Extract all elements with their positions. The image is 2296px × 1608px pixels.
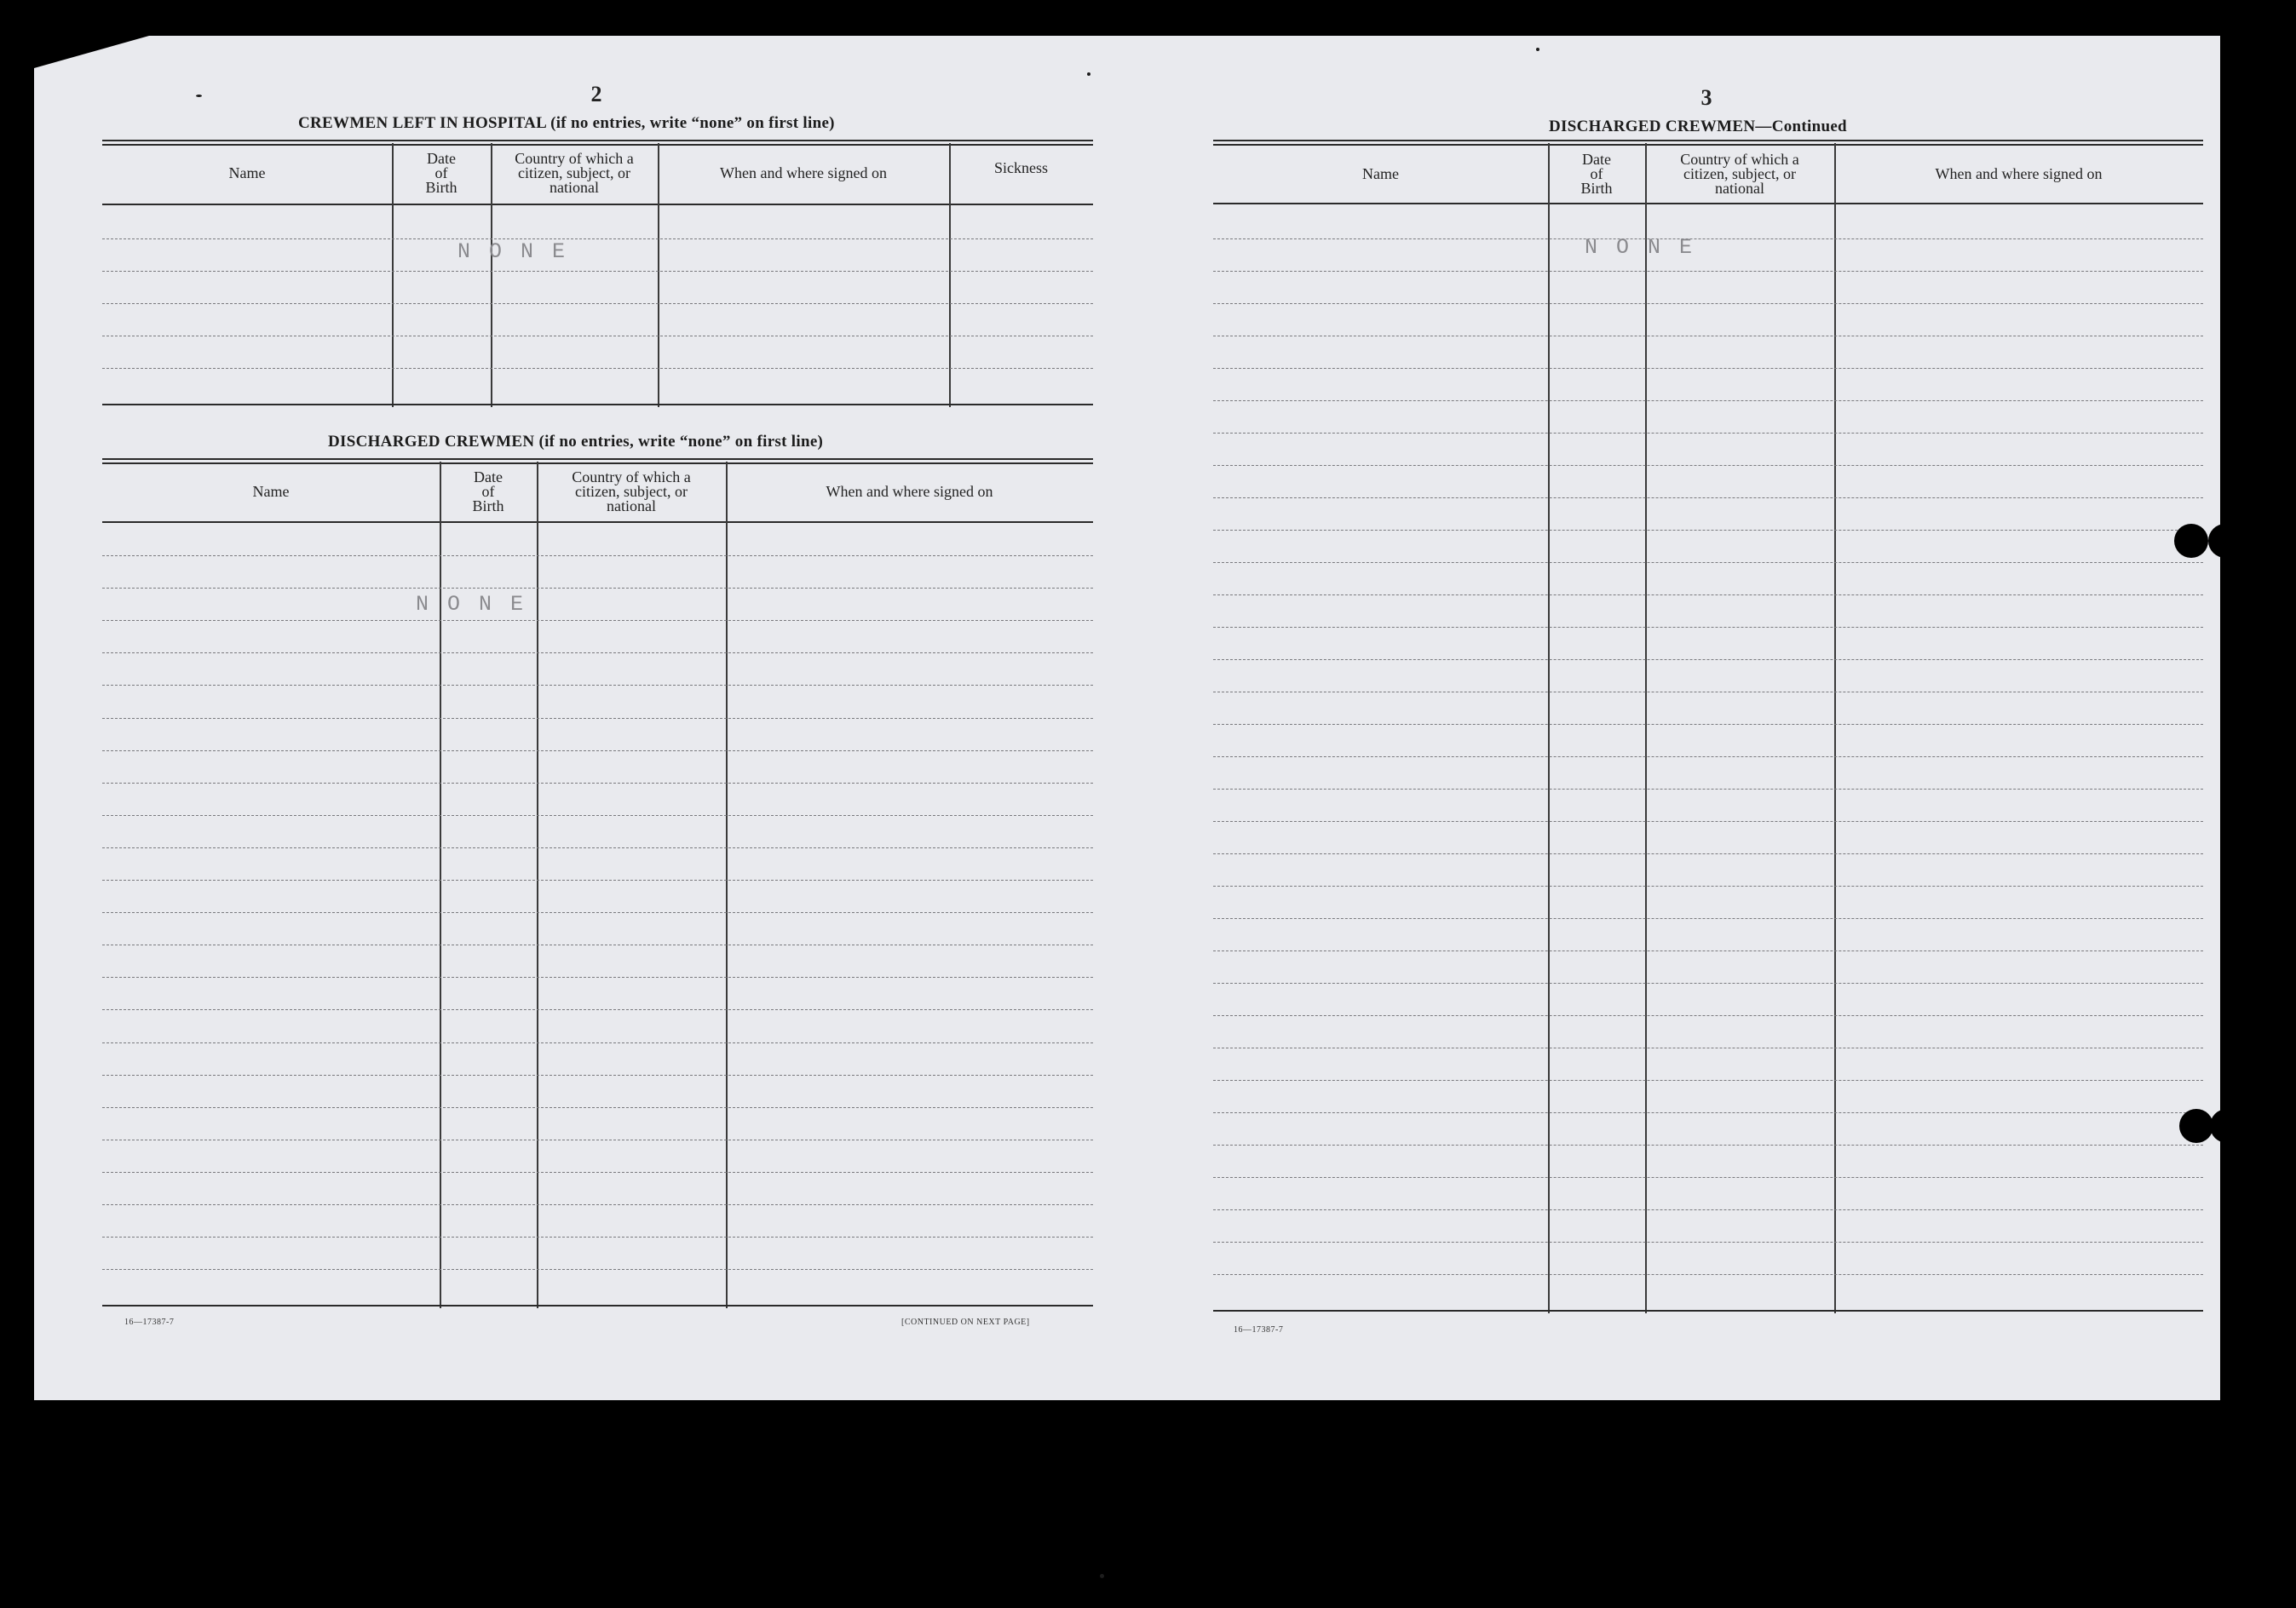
entry-row[interactable] bbox=[102, 1075, 1093, 1076]
entry-row[interactable] bbox=[102, 368, 1093, 369]
entry-row[interactable] bbox=[102, 977, 1093, 978]
table-top-rule bbox=[1213, 144, 2203, 146]
entry-row[interactable] bbox=[1213, 627, 2203, 628]
entry-row[interactable] bbox=[1213, 1209, 2203, 1210]
entry-row[interactable] bbox=[1213, 983, 2203, 984]
entry-row[interactable] bbox=[102, 1009, 1093, 1010]
form-number-right: 16—17387-7 bbox=[1234, 1325, 1284, 1335]
entry-row[interactable] bbox=[1213, 659, 2203, 660]
entry-row[interactable] bbox=[1213, 1242, 2203, 1243]
punch-hole bbox=[2208, 524, 2242, 558]
column-header-signed-on: When and where signed on bbox=[1935, 164, 2103, 182]
entry-row[interactable] bbox=[102, 555, 1093, 556]
page-number-left: 2 bbox=[590, 82, 602, 106]
page-number-right: 3 bbox=[1700, 85, 1712, 110]
entry-row[interactable] bbox=[1213, 271, 2203, 272]
entry-row[interactable] bbox=[102, 588, 1093, 589]
column-header-country: Country of which a citizen, subject, or national bbox=[1680, 150, 1799, 197]
column-header-sickness: Sickness bbox=[994, 158, 1048, 176]
discharged-continued-table bbox=[1213, 140, 2203, 1313]
column-header-name: Name bbox=[228, 164, 266, 181]
column-header-date-of-birth: Date of Birth bbox=[472, 468, 504, 514]
table-bottom-rule bbox=[1213, 1310, 2203, 1312]
entry-row[interactable] bbox=[102, 783, 1093, 784]
column-header-signed-on: When and where signed on bbox=[826, 482, 993, 500]
typed-entry-none: NONE bbox=[416, 592, 543, 617]
table-top-rule bbox=[1213, 140, 2203, 141]
column-divider bbox=[1548, 143, 1550, 1313]
column-header-date-of-birth: Date of Birth bbox=[1580, 150, 1613, 197]
scan-speck bbox=[196, 95, 202, 97]
column-header-date-of-birth: Date of Birth bbox=[425, 149, 457, 196]
entry-row[interactable] bbox=[1213, 1112, 2203, 1113]
column-header-name: Name bbox=[252, 482, 290, 500]
scan-speck bbox=[1087, 72, 1090, 76]
entry-row[interactable] bbox=[1213, 1274, 2203, 1275]
entry-row[interactable] bbox=[1213, 497, 2203, 498]
hospital-section-title: CREWMEN LEFT IN HOSPITAL (if no entries, write “none” on first line) bbox=[298, 114, 835, 132]
table-top-rule bbox=[102, 462, 1093, 464]
entry-row[interactable] bbox=[1213, 465, 2203, 466]
column-divider bbox=[537, 462, 538, 1308]
column-header-country: Country of which a citizen, subject, or national bbox=[515, 149, 634, 196]
entry-row[interactable] bbox=[1213, 530, 2203, 531]
entry-row[interactable] bbox=[1213, 594, 2203, 595]
continued-note: [CONTINUED ON NEXT PAGE] bbox=[901, 1318, 1030, 1327]
discharged-section-title: DISCHARGED CREWMEN (if no entries, write “none” on first line) bbox=[328, 433, 824, 451]
column-header-signed-on: When and where signed on bbox=[720, 164, 887, 181]
entry-row[interactable] bbox=[1213, 821, 2203, 822]
entry-row[interactable] bbox=[102, 750, 1093, 751]
form-number-left: 16—17387-7 bbox=[124, 1318, 175, 1327]
column-divider bbox=[1834, 143, 1836, 1313]
punch-hole bbox=[2179, 1109, 2213, 1143]
entry-row[interactable] bbox=[1213, 853, 2203, 854]
entry-row[interactable] bbox=[102, 718, 1093, 719]
typed-entry-none: NONE bbox=[457, 239, 584, 264]
entry-row[interactable] bbox=[102, 620, 1093, 621]
scan-speck bbox=[1536, 48, 1539, 51]
entry-row[interactable] bbox=[1213, 1015, 2203, 1016]
scan-speck bbox=[1100, 1574, 1104, 1578]
entry-row[interactable] bbox=[102, 847, 1093, 848]
header-bottom-rule bbox=[102, 521, 1093, 523]
entry-row[interactable] bbox=[102, 271, 1093, 272]
entry-row[interactable] bbox=[1213, 886, 2203, 887]
entry-row[interactable] bbox=[102, 880, 1093, 881]
hospital-table bbox=[102, 140, 1093, 407]
entry-row[interactable] bbox=[1213, 789, 2203, 790]
entry-row[interactable] bbox=[102, 1269, 1093, 1270]
entry-row[interactable] bbox=[1213, 756, 2203, 757]
table-top-rule bbox=[102, 144, 1093, 146]
entry-row[interactable] bbox=[1213, 1145, 2203, 1146]
table-top-rule bbox=[102, 140, 1093, 141]
header-bottom-rule bbox=[102, 204, 1093, 205]
punch-hole bbox=[2174, 524, 2208, 558]
table-bottom-rule bbox=[102, 404, 1093, 405]
entry-row[interactable] bbox=[1213, 918, 2203, 919]
entry-row[interactable] bbox=[102, 238, 1093, 239]
entry-row[interactable] bbox=[1213, 433, 2203, 434]
entry-row[interactable] bbox=[102, 1237, 1093, 1238]
entry-row[interactable] bbox=[1213, 400, 2203, 401]
entry-row[interactable] bbox=[1213, 950, 2203, 951]
typed-entry-none: NONE bbox=[1585, 235, 1712, 260]
discharged-continued-title: DISCHARGED CREWMEN—Continued bbox=[1549, 118, 1847, 135]
punch-hole bbox=[2210, 1109, 2244, 1143]
column-header-country: Country of which a citizen, subject, or national bbox=[572, 468, 691, 514]
table-top-rule bbox=[102, 458, 1093, 460]
entry-row[interactable] bbox=[1213, 368, 2203, 369]
entry-row[interactable] bbox=[102, 303, 1093, 304]
discharged-table bbox=[102, 458, 1093, 1308]
entry-row[interactable] bbox=[1213, 1177, 2203, 1178]
column-divider bbox=[1645, 143, 1647, 1313]
entry-row[interactable] bbox=[102, 1107, 1093, 1108]
entry-row[interactable] bbox=[102, 685, 1093, 686]
entry-row[interactable] bbox=[1213, 562, 2203, 563]
column-divider bbox=[726, 462, 728, 1308]
column-header-name: Name bbox=[1362, 164, 1399, 182]
entry-row[interactable] bbox=[1213, 724, 2203, 725]
entry-row[interactable] bbox=[1213, 303, 2203, 304]
header-bottom-rule bbox=[1213, 203, 2203, 204]
entry-row[interactable] bbox=[102, 1204, 1093, 1205]
entry-row[interactable] bbox=[102, 1042, 1093, 1043]
entry-row[interactable] bbox=[102, 652, 1093, 653]
entry-row[interactable] bbox=[1213, 1080, 2203, 1081]
entry-row[interactable] bbox=[102, 1172, 1093, 1173]
entry-row[interactable] bbox=[102, 815, 1093, 816]
column-divider bbox=[440, 462, 441, 1308]
table-bottom-rule bbox=[102, 1305, 1093, 1306]
entry-row[interactable] bbox=[102, 912, 1093, 913]
